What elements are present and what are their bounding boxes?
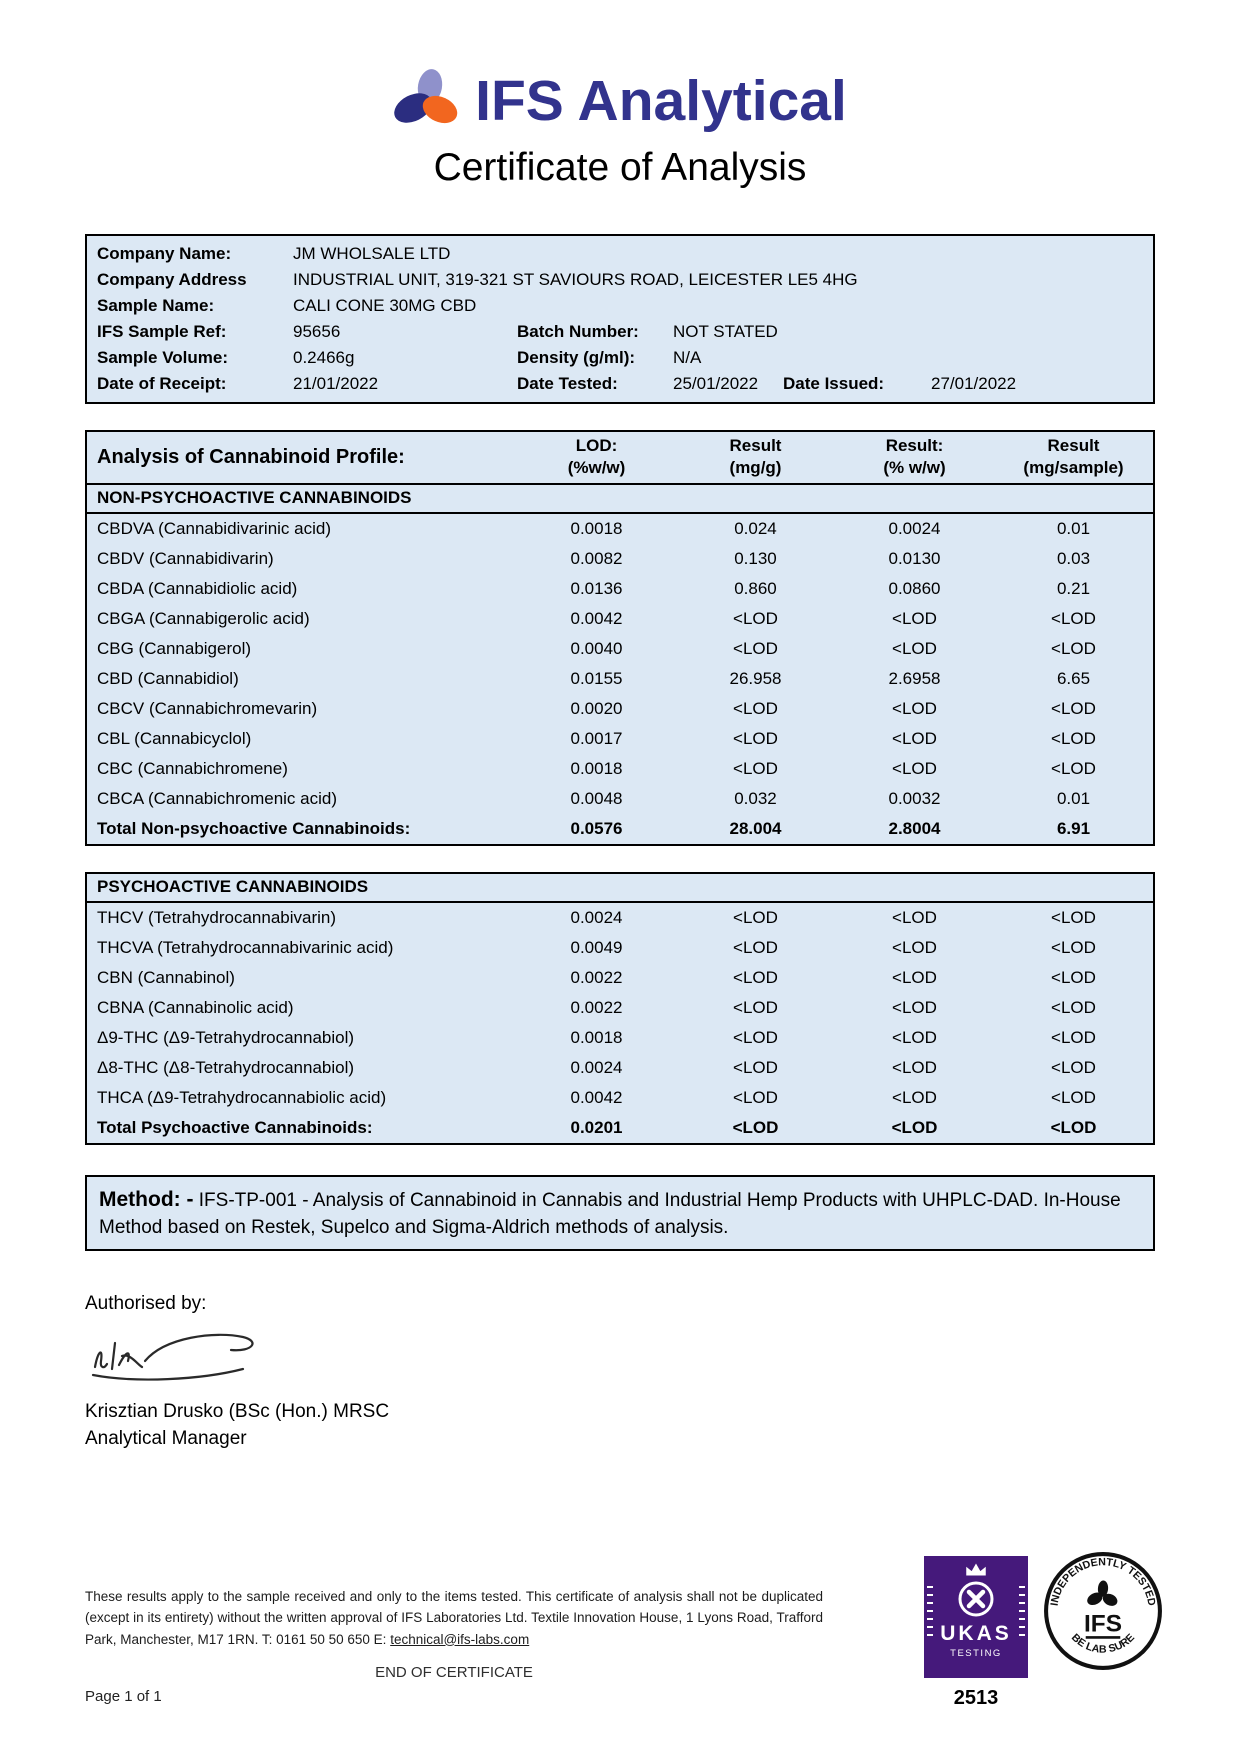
- analyte-value: <LOD: [1051, 729, 1096, 748]
- analyte-value: 0.0136: [570, 579, 623, 598]
- analyte-value: 0.0155: [570, 669, 623, 688]
- page-number: Page 1 of 1: [85, 1688, 162, 1705]
- ukas-mark: [924, 1556, 1028, 1710]
- sample-info-table: [85, 234, 1155, 404]
- ukas-circle-icon: [956, 1579, 996, 1619]
- analyte-name: THCV (Tetrahydrocannabivarin): [97, 908, 337, 927]
- analyte-value: <LOD: [733, 1088, 778, 1107]
- analyte-value: 0.0048: [570, 789, 623, 808]
- ukas-logo: [924, 1556, 1028, 1678]
- col-mgs-line2: (mg/sample): [1023, 458, 1124, 477]
- analyte-name: CBN (Cannabinol): [97, 968, 235, 987]
- analyte-value: 0.0022: [570, 968, 623, 987]
- authoriser-name: Krisztian Drusko (BSc (Hon.) MRSC: [85, 1401, 390, 1423]
- analyte-value: 0.03: [1056, 549, 1091, 568]
- analyte-name: THCA (Δ9-Tetrahydrocannabiolic acid): [97, 1088, 387, 1107]
- analyte-value: <LOD: [892, 908, 937, 927]
- analyte-value: <LOD: [1051, 908, 1096, 927]
- analyte-value: 0.0576: [570, 819, 623, 838]
- col-pct-line2: (% w/w): [883, 458, 946, 477]
- analyte-name: Δ8-THC (Δ8-Tetrahydrocannabiol): [97, 1058, 355, 1077]
- density-value: N/A: [673, 348, 702, 367]
- non-psychoactive-rows: [87, 514, 1153, 844]
- info-row-sample-volume: [87, 345, 1153, 371]
- analyte-value: 0.0018: [570, 1028, 623, 1047]
- section-psychoactive: PSYCHOACTIVE CANNABINOIDS: [87, 874, 1153, 903]
- analyte-name: CBL (Cannabicyclol): [97, 729, 252, 748]
- table-row: [87, 754, 1153, 784]
- column-header-mg-sample: [994, 432, 1153, 483]
- analyte-name: CBNA (Cannabinolic acid): [97, 998, 294, 1017]
- analyte-value: <LOD: [1051, 699, 1096, 718]
- analyte-value: <LOD: [733, 639, 778, 658]
- table-row: [87, 634, 1153, 664]
- analyte-value: <LOD: [1050, 1118, 1097, 1137]
- column-header-mg-g: [676, 432, 835, 483]
- analyte-value: 0.0024: [570, 908, 623, 927]
- total-row: [87, 814, 1153, 844]
- stamp-center-text: IFS: [1084, 1610, 1122, 1638]
- col-mgs-line1: Result: [1047, 436, 1100, 455]
- analyte-name: CBGA (Cannabigerolic acid): [97, 609, 310, 628]
- date-receipt-label: Date of Receipt:: [97, 374, 227, 393]
- info-row-company-name: [87, 241, 1153, 267]
- authoriser: [85, 1399, 1240, 1452]
- brand-name: IFS Analytical: [475, 69, 847, 133]
- analyte-value: 2.8004: [888, 819, 941, 838]
- analyte-value: 0.0040: [570, 639, 623, 658]
- analyte-value: <LOD: [1051, 639, 1096, 658]
- authoriser-role: Analytical Manager: [85, 1427, 247, 1449]
- analyte-value: <LOD: [891, 1118, 938, 1137]
- ifs-logo-icon: [393, 69, 459, 133]
- table-row: [87, 604, 1153, 634]
- density-label: Density (g/ml):: [517, 348, 636, 367]
- analyte-value: 0.01: [1056, 789, 1091, 808]
- analyte-value: <LOD: [732, 1118, 779, 1137]
- analyte-value: 0.0024: [888, 519, 941, 538]
- analyte-value: <LOD: [733, 908, 778, 927]
- analyte-value: 0.0017: [570, 729, 623, 748]
- non-psychoactive-table: [85, 430, 1155, 846]
- analyte-value: <LOD: [733, 998, 778, 1017]
- table-row: [87, 1083, 1153, 1113]
- analyte-value: <LOD: [1051, 998, 1096, 1017]
- analyte-value: 2.6958: [888, 669, 941, 688]
- authorised-by-label: Authorised by:: [85, 1293, 207, 1315]
- signature: [85, 1323, 285, 1385]
- analyte-value: <LOD: [1051, 1028, 1096, 1047]
- total-row: [87, 1113, 1153, 1143]
- analyte-value: 26.958: [729, 669, 782, 688]
- email-link[interactable]: technical@ifs-labs.com: [390, 1631, 530, 1647]
- analyte-name: Total Non-psychoactive Cannabinoids:: [97, 819, 411, 838]
- analyte-value: 0.01: [1056, 519, 1091, 538]
- company-name-label: Company Name:: [97, 244, 232, 263]
- analyte-value: 0.21: [1056, 579, 1091, 598]
- col-mgg-line2: (mg/g): [729, 458, 782, 477]
- analyte-value: <LOD: [892, 998, 937, 1017]
- end-of-certificate: END OF CERTIFICATE: [375, 1664, 533, 1681]
- analyte-value: <LOD: [733, 729, 778, 748]
- analyte-value: <LOD: [733, 699, 778, 718]
- analyte-value: 0.0049: [570, 938, 623, 957]
- table-row: [87, 1053, 1153, 1083]
- analyte-value: <LOD: [892, 1088, 937, 1107]
- analyte-value: 0.0860: [888, 579, 941, 598]
- analyte-name: CBDVA (Cannabidivarinic acid): [97, 519, 332, 538]
- analyte-value: <LOD: [733, 759, 778, 778]
- analyte-value: 0.0032: [888, 789, 941, 808]
- company-address-value: INDUSTRIAL UNIT, 319-321 ST SAVIOURS ROAD, LEICESTER LE5 4HG: [293, 270, 858, 289]
- analyte-value: <LOD: [1051, 938, 1096, 957]
- date-tested-value: 25/01/2022: [673, 374, 759, 393]
- date-issued-label: Date Issued:: [783, 374, 885, 393]
- analyte-value: <LOD: [1051, 759, 1096, 778]
- info-row-dates: [87, 371, 1153, 397]
- analysis-table-header: [87, 432, 1153, 485]
- analyte-value: <LOD: [733, 968, 778, 987]
- analyte-value: <LOD: [1051, 968, 1096, 987]
- info-row-company-address: [87, 267, 1153, 293]
- analyte-value: 28.004: [729, 819, 782, 838]
- column-header-lod: [517, 432, 676, 483]
- method-text: IFS-TP-001 - Analysis of Cannabinoid in Cannabis and Industrial Hemp Products with UHPLC-DAD. In-House Method based on Restek, Supelco and Sigma-Aldrich methods of analysis.: [99, 1190, 1121, 1238]
- analyte-value: <LOD: [892, 1058, 937, 1077]
- company-address-label: Company Address: [97, 270, 247, 289]
- page-title: Certificate of Analysis: [433, 146, 807, 189]
- col-mgg-line1: Result: [729, 436, 782, 455]
- table-row: [87, 724, 1153, 754]
- analyte-name: Total Psychoactive Cannabinoids:: [97, 1118, 373, 1137]
- analyte-value: <LOD: [1051, 609, 1096, 628]
- analyte-value: 0.0022: [570, 998, 623, 1017]
- analyte-value: 0.860: [734, 579, 777, 598]
- sample-volume-value: 0.2466g: [293, 348, 355, 367]
- analyte-value: 0.0018: [570, 519, 623, 538]
- analyte-value: 0.0042: [570, 1088, 623, 1107]
- analyte-value: <LOD: [892, 699, 937, 718]
- analyte-value: <LOD: [892, 609, 937, 628]
- analyte-value: 0.130: [734, 549, 777, 568]
- date-issued-value: 27/01/2022: [931, 374, 1017, 393]
- analyte-name: CBDA (Cannabidiolic acid): [97, 579, 298, 598]
- analyte-value: <LOD: [733, 938, 778, 957]
- info-row-sample-name: [87, 293, 1153, 319]
- sample-name-value: CALI CONE 30MG CBD: [293, 296, 477, 315]
- table-row: [87, 664, 1153, 694]
- date-receipt-value: 21/01/2022: [293, 374, 379, 393]
- stamp-bottom-text: BE LAB SURE: [1068, 1631, 1138, 1656]
- table-row: [87, 784, 1153, 814]
- method-box: [85, 1175, 1155, 1251]
- col-lod-line1: LOD:: [575, 436, 618, 455]
- analyte-value: <LOD: [892, 639, 937, 658]
- analyte-name: CBG (Cannabigerol): [97, 639, 252, 658]
- analyte-name: Δ9-THC (Δ9-Tetrahydrocannabiol): [97, 1028, 355, 1047]
- ifs-stamp: [1042, 1550, 1164, 1672]
- analyte-name: CBD (Cannabidiol): [97, 669, 239, 688]
- analyte-value: 0.032: [734, 789, 777, 808]
- date-tested-label: Date Tested:: [517, 374, 618, 393]
- column-header-pct: [835, 432, 994, 483]
- table-row: [87, 963, 1153, 993]
- batch-number-value: NOT STATED: [673, 322, 778, 341]
- analyte-value: 0.0130: [888, 549, 941, 568]
- psychoactive-table: [85, 872, 1155, 1145]
- analyte-name: THCVA (Tetrahydrocannabivarinic acid): [97, 938, 394, 957]
- analyte-value: <LOD: [733, 1058, 778, 1077]
- col-lod-line2: (%w/w): [567, 458, 626, 477]
- table-row: [87, 544, 1153, 574]
- table-row: [87, 1023, 1153, 1053]
- analyte-value: <LOD: [892, 968, 937, 987]
- ukas-word: UKAS: [940, 1622, 1012, 1645]
- stamp-top-text: INDEPENDENTLY TESTED: [1048, 1556, 1158, 1607]
- analyte-name: CBDV (Cannabidivarin): [97, 549, 274, 568]
- analyte-name: CBC (Cannabichromene): [97, 759, 288, 778]
- table-row: [87, 903, 1153, 933]
- analyte-value: <LOD: [892, 938, 937, 957]
- sample-name-label: Sample Name:: [97, 296, 215, 315]
- analyte-value: 0.0020: [570, 699, 623, 718]
- analysis-title: Analysis of Cannabinoid Profile:: [97, 446, 405, 468]
- analyte-value: 6.65: [1056, 669, 1091, 688]
- psychoactive-rows: [87, 903, 1153, 1143]
- analyte-name: CBCA (Cannabichromenic acid): [97, 789, 337, 808]
- analyte-value: 6.91: [1056, 819, 1091, 838]
- crown-icon: [963, 1562, 989, 1577]
- analyte-value: <LOD: [892, 1028, 937, 1047]
- table-row: [87, 694, 1153, 724]
- method-label: Method: -: [99, 1188, 194, 1211]
- disclaimer-text: These results apply to the sample received and only to the items tested. This certificate of analysis shall not be duplicated (except in its entirety) without the written approval of IFS Laboratories Ltd. Textile Innovation House, 1 Lyons Road, Trafford Park, Manchester, M17 1RN. T: 0161 50 50 650 E:: [85, 1588, 823, 1647]
- ifs-sample-ref-label: IFS Sample Ref:: [97, 322, 227, 341]
- analyte-value: 0.024: [734, 519, 777, 538]
- table-row: [87, 933, 1153, 963]
- analyte-value: <LOD: [892, 729, 937, 748]
- analyte-value: 0.0042: [570, 609, 623, 628]
- info-row-sample-ref: [87, 319, 1153, 345]
- footer-disclaimer: [85, 1586, 823, 1651]
- ifs-sample-ref-value: 95656: [293, 322, 341, 341]
- col-pct-line1: Result:: [885, 436, 944, 455]
- analyte-value: <LOD: [1051, 1058, 1096, 1077]
- analyte-value: <LOD: [1051, 1088, 1096, 1107]
- analyte-name: CBCV (Cannabichromevarin): [97, 699, 318, 718]
- analyte-value: <LOD: [892, 759, 937, 778]
- company-name-value: JM WHOLSALE LTD: [293, 244, 451, 263]
- table-row: [87, 574, 1153, 604]
- header: [0, 0, 1240, 134]
- ukas-sub: TESTING: [950, 1648, 1002, 1659]
- batch-number-label: Batch Number:: [517, 322, 639, 341]
- sample-volume-label: Sample Volume:: [97, 348, 228, 367]
- section-non-psychoactive: NON-PSYCHOACTIVE CANNABINOIDS: [87, 485, 1153, 514]
- analyte-value: 0.0201: [570, 1118, 623, 1137]
- ukas-number: 2513: [953, 1687, 999, 1709]
- analyte-value: 0.0024: [570, 1058, 623, 1077]
- analyte-value: <LOD: [733, 609, 778, 628]
- table-row: [87, 993, 1153, 1023]
- analyte-value: 0.0082: [570, 549, 623, 568]
- table-row: [87, 514, 1153, 544]
- analyte-value: <LOD: [733, 1028, 778, 1047]
- analyte-value: 0.0018: [570, 759, 623, 778]
